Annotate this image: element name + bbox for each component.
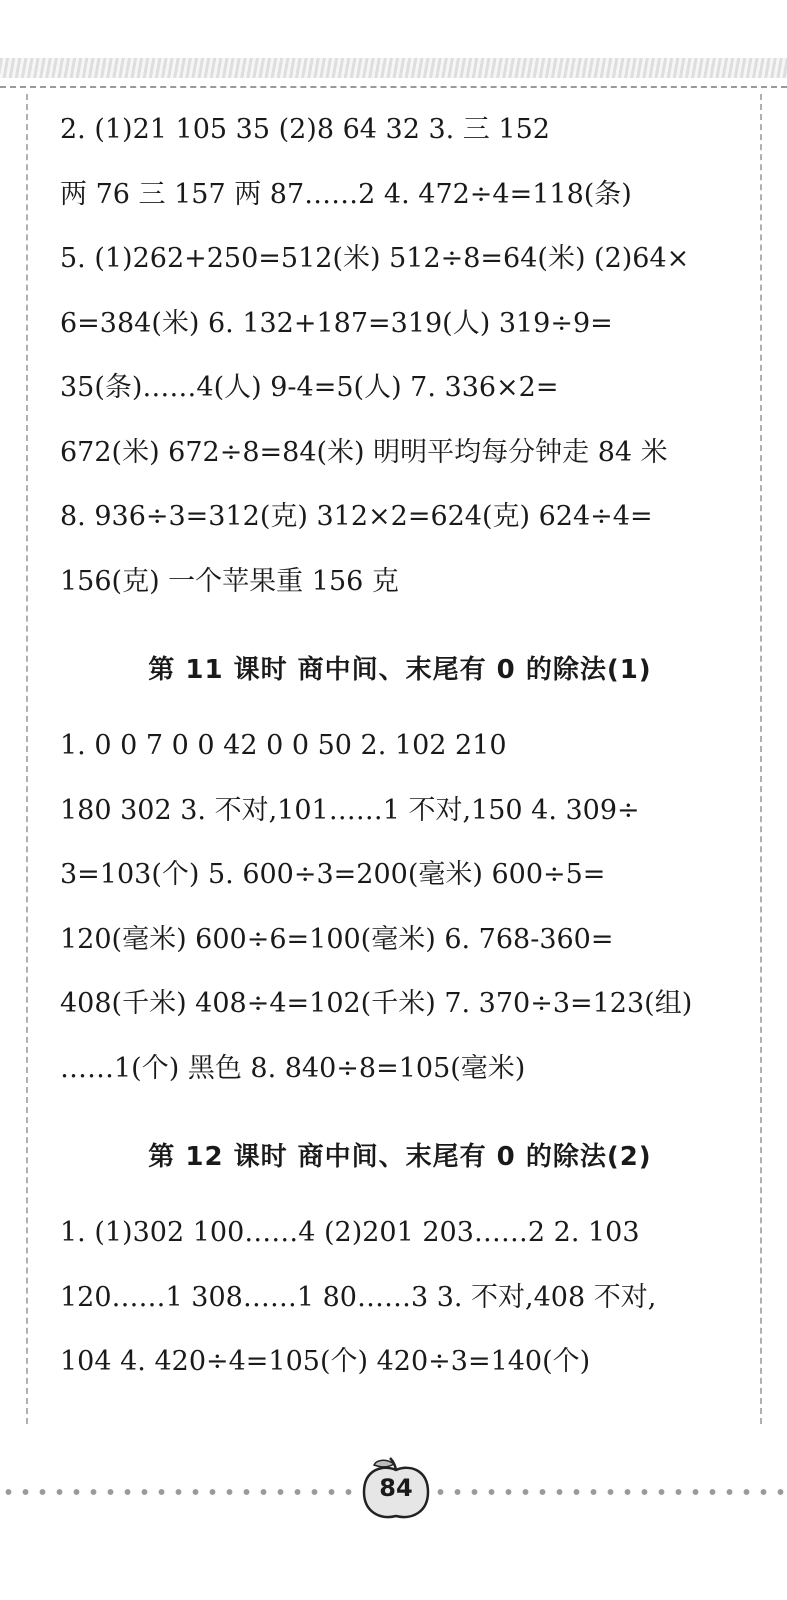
top-decorative-border — [0, 58, 787, 78]
answer-line: 156(克) 一个苹果重 156 克 — [60, 565, 399, 597]
answer-line: 35(条)……4(人) 9-4=5(人) 7. 336×2= — [60, 372, 559, 403]
footer-dots-left — [0, 1484, 360, 1500]
left-dashed-margin — [26, 94, 28, 1424]
answer-content — [60, 104, 740, 1401]
answer-line: 120(毫米) 600÷6=100(毫米) 6. 768-360= — [60, 923, 614, 955]
answer-line: 两 76 三 157 两 87……2 4. 472÷4=118(条) — [60, 178, 632, 210]
answer-line: 1. 0 0 7 0 0 42 0 0 50 2. 102 210 — [60, 730, 507, 761]
right-dashed-margin — [760, 94, 762, 1424]
answer-line: 104 4. 420÷4=105(个) 420÷3=140(个) — [60, 1346, 591, 1377]
lesson-12-heading: 第 12 课时 商中间、末尾有 0 的除法(2) — [148, 1142, 652, 1172]
lesson-11-heading: 第 11 课时 商中间、末尾有 0 的除法(1) — [148, 655, 652, 685]
answer-line: 1. (1)302 100……4 (2)201 203……2 2. 103 — [60, 1217, 640, 1248]
answer-line: 2. (1)21 105 35 (2)8 64 32 3. 三 152 — [60, 114, 550, 145]
answer-line: 408(千米) 408÷4=102(千米) 7. 370÷3=123(组) — [60, 988, 693, 1019]
answer-line: 180 302 3. 不对,101……1 不对,150 4. 309÷ — [60, 794, 640, 826]
answer-line: 8. 936÷3=312(克) 312×2=624(克) 624÷4= — [60, 501, 653, 532]
answer-line: ……1(个) 黑色 8. 840÷8=105(毫米) — [60, 1052, 526, 1084]
page-number: 84 — [379, 1474, 413, 1502]
answer-line: 6=384(米) 6. 132+187=319(人) 319÷9= — [60, 307, 613, 339]
answer-line: 5. (1)262+250=512(米) 512÷8=64(米) (2)64× — [60, 243, 690, 274]
page-number-badge — [358, 1456, 434, 1522]
answer-line: 120……1 308……1 80……3 3. 不对,408 不对, — [60, 1281, 657, 1313]
answer-line: 672(米) 672÷8=84(米) 明明平均每分钟走 84 米 — [60, 436, 668, 468]
top-dashed-divider — [0, 86, 787, 88]
footer-dots-right — [432, 1484, 787, 1500]
answer-line: 3=103(个) 5. 600÷3=200(毫米) 600÷5= — [60, 859, 606, 890]
